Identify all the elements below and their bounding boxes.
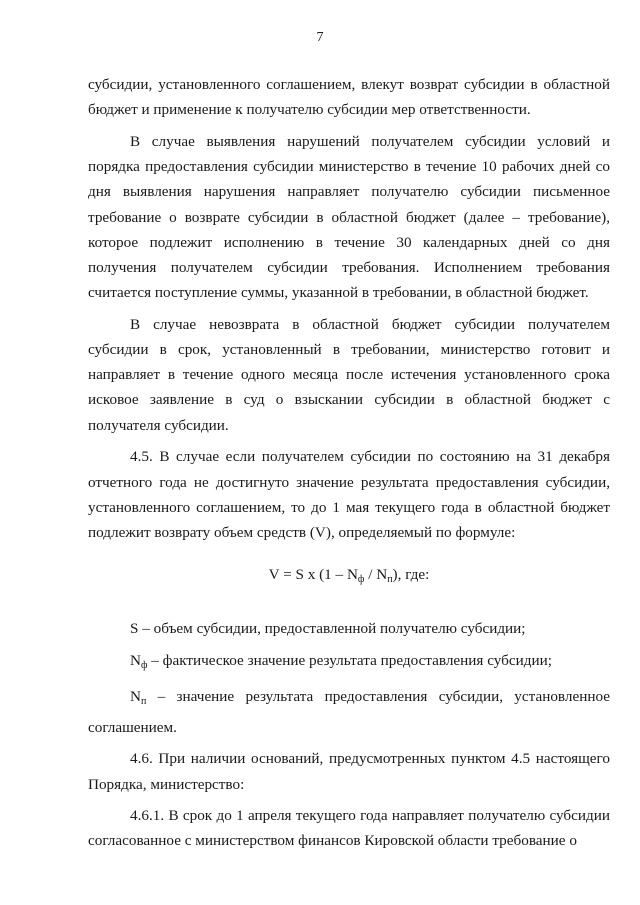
paragraph-4-6-1: 4.6.1. В срок до 1 апреля текущего года направляет получателю субсидии согласованное с министерством финансов Кировской области требование о <box>88 807 610 850</box>
formula-mid: / N <box>364 566 388 583</box>
body-section-lower <box>88 616 610 854</box>
definition-nf-sub: ф <box>140 659 148 671</box>
formula-sub-p: п <box>387 574 393 585</box>
definition-np <box>88 684 610 739</box>
paragraph-4-5: 4.5. В случае если получателем субсидии по состоянию на 31 декабря отчетного года не достигнуто значение результата предоставления субсидии, установленного соглашением, то до 1 мая текущего года в областной бюджет подлежит возврату объем средств (V), определяемый по формуле: <box>88 448 610 541</box>
paragraph-continuation: субсидии, установленного соглашением, влекут возврат субсидии в областной бюджет и применение к получателю субсидии мер ответственности. <box>88 76 610 119</box>
definition-nf-text: – фактическое значение результата предоставления субсидии; <box>147 651 552 669</box>
formula-sub-f: ф <box>357 574 365 585</box>
body-section-upper <box>88 72 610 545</box>
formula-lhs: V = S x (1 – N <box>268 566 358 583</box>
paragraph-violations: В случае выявления нарушений получателем субсидии условий и порядка предоставления субсидии министерство в течение 10 рабочих дней со дня выявления нарушения направляет получателю субсидии письменное требование о возврате субсидии в областной бюджет (далее – требование), которое подлежит исполнению в течение 30 календарных дней со дня получения получателем субсидии требования. Исполнением требования считается поступление суммы, указанной в требовании, в областной бюджет. <box>88 132 610 302</box>
definition-np-text: – значение результата предоставления субсидии, установленное соглашением. <box>88 688 610 736</box>
definition-s: S – объем субсидии, предоставленной получателю субсидии; <box>130 620 526 637</box>
paragraph-non-return: В случае невозврата в областной бюджет субсидии получателем субсидии в срок, установленный в требовании, министерство готовит и направляет в течение одного месяца после истечения установленного срока исковое заявление в суд о взыскании субсидии в областной бюджет с получателя субсидии. <box>88 315 610 434</box>
formula <box>88 562 610 592</box>
definition-np-sub: п <box>140 696 147 708</box>
formula-rhs: ), где: <box>392 566 430 583</box>
definition-nf-symbol: N <box>130 651 141 669</box>
definition-np-symbol: N <box>130 688 141 706</box>
paragraph-4-6: 4.6. При наличии оснований, предусмотренных пунктом 4.5 настоящего Порядка, министерство: <box>88 750 610 793</box>
definition-nf <box>88 648 610 678</box>
page-number: 7 <box>316 30 324 45</box>
